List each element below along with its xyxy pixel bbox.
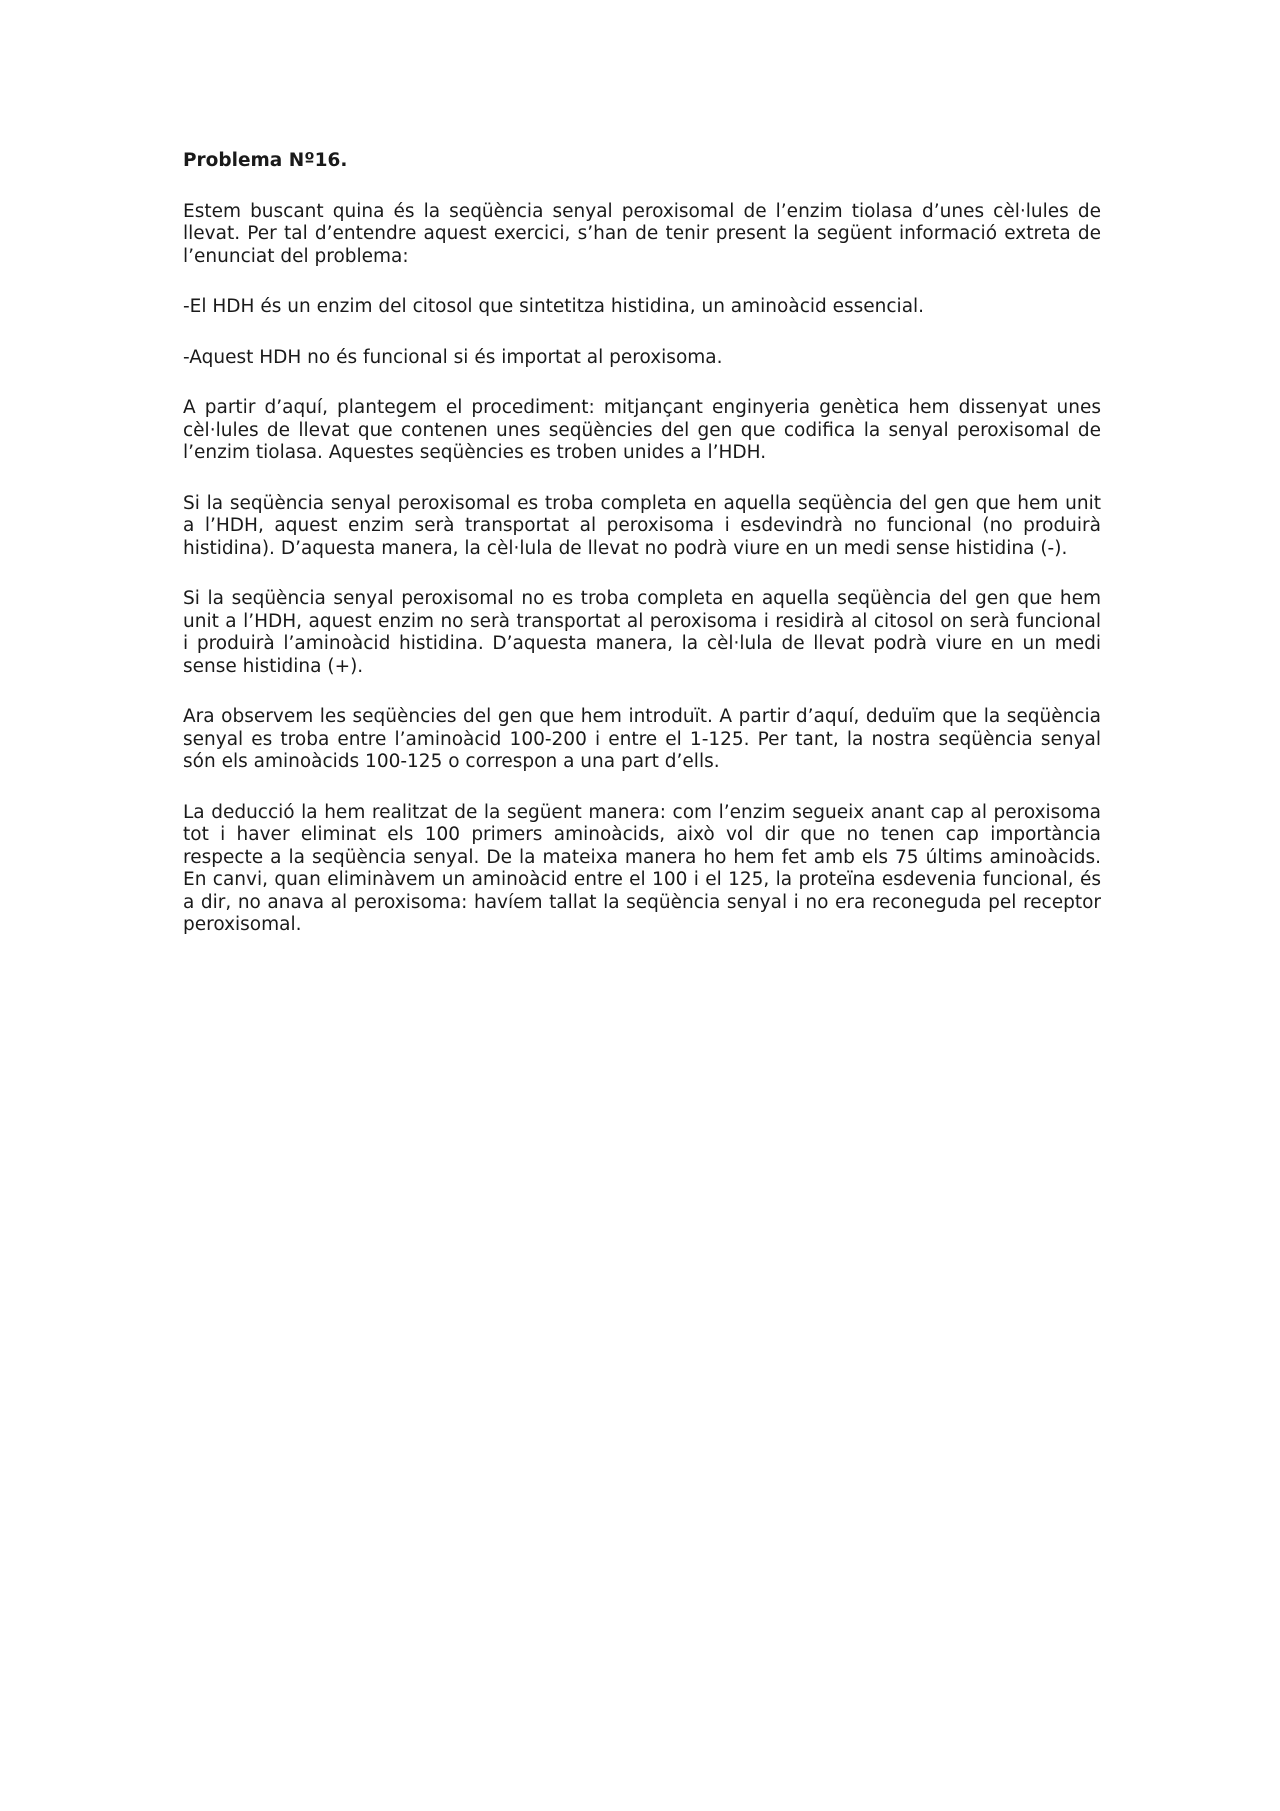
paragraph-procedure: A partir d’aquí, plantegem el procediment: mitjançant enginyeria genètica hem dissenyat unes cèl·lules de llevat que contenen unes seqüències del gen que codifica la senyal peroxisomal de l’enzim tiolasa. Aquestes seqüències es troben unides a l’HDH. <box>183 397 1101 463</box>
paragraph-hdh-peroxisome: -Aquest HDH no és funcional si és importat al peroxisoma. <box>183 346 723 368</box>
document-page <box>183 150 1101 965</box>
paragraph-complete-signal: Si la seqüència senyal peroxisomal es troba completa en aquella seqüència del gen que hem unit a l’HDH, aquest enzim serà transportat al peroxisoma i esdevindrà no funcional (no produirà histidina). D’aquesta manera, la cèl·lula de llevat no podrà viure en un medi sense histidina (-). <box>183 492 1101 559</box>
paragraph-incomplete-signal: Si la seqüència senyal peroxisomal no es troba completa en aquella seqüència del gen que hem unit a l’HDH, aquest enzim no serà transportat al peroxisoma i residirà al citosol on serà funcional i produirà l’aminoàcid histidina. D’aquesta manera, la cèl·lula de llevat podrà viure en un medi sense histidina (+). <box>183 588 1101 677</box>
paragraph-observation: Ara observem les seqüències del gen que hem introduït. A partir d’aquí, deduïm que la seqüència senyal es troba entre l’aminoàcid 100-200 i entre el 1-125. Per tant, la nostra seqüència senyal són els aminoàcids 100-125 o correspon a una part d’ells. <box>183 706 1101 772</box>
paragraph-intro: Estem buscant quina és la seqüència senyal peroxisomal de l’enzim tiolasa d’unes cèl·lules de llevat. Per tal d’entendre aquest exercici, s’han de tenir present la següent informació extreta de l’enunciat del problema: <box>183 200 1101 267</box>
paragraph-hdh-cytosol: -El HDH és un enzim del citosol que sintetitza histidina, un aminoàcid essencial. <box>183 296 925 317</box>
document-title: Problema Nº16. <box>183 150 348 171</box>
paragraph-deduction: La deducció la hem realitzat de la següent manera: com l’enzim segueix anant cap al peroxisoma tot i haver eliminat els 100 primers aminoàcids, això vol dir que no tenen cap importància respecte a la seqüència senyal. De la mateixa manera ho hem fet amb els 75 últims aminoàcids. En canvi, quan eliminàvem un aminoàcid entre el 100 i el 125, la proteïna esdevenia funcional, és a dir, no anava al peroxisoma: havíem tallat la seqüència senyal i no era reconeguda pel receptor peroxisomal. <box>183 801 1101 935</box>
